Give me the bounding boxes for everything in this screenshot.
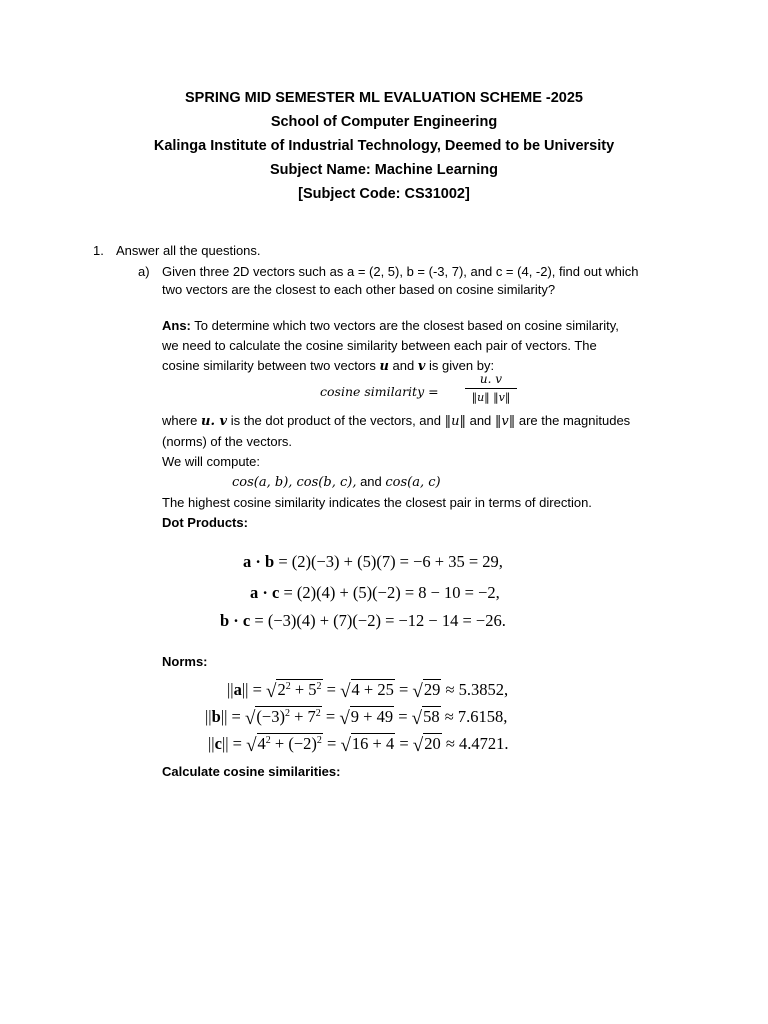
school-name: School of Computer Engineering (270, 114, 498, 130)
subject-code: [Subject Code: CS31002] (298, 186, 470, 202)
formula-fraction (465, 372, 517, 405)
formula-numerator: u. v (479, 372, 503, 386)
highest-line: The highest cosine similarity indicates the closest pair in terms of direction. (162, 495, 592, 510)
norm-c-equation: $||c|| = √4^2 + (-2)^2 = √16 + 4 = √20 \approx 4.4721$. (208, 734, 509, 756)
question-instruction: Answer all the questions. (116, 243, 261, 258)
dot-ab-equation: a · b = (2)(−3) + (5)(7) = −6 + 35 = 29, (243, 552, 503, 571)
ans-label: Ans: (162, 318, 191, 333)
cosine-heading: Calculate cosine similarities: (162, 764, 341, 779)
norms-line: (norms) of the vectors. (162, 434, 293, 449)
part-label: a) (138, 264, 150, 279)
answer-line-2: we need to calculate the cosine similarity between each pair of vectors. The (162, 338, 597, 353)
formula-lhs: cosine similarity = (320, 384, 439, 399)
subject-name: Subject Name: Machine Learning (269, 162, 499, 178)
dot-ac-equation: a · c = (2)(4) + (5)(−2) = 8 − 10 = −2, (250, 583, 500, 602)
compute-line: We will compute: (162, 454, 261, 469)
fraction-bar (465, 388, 517, 389)
question-number: 1. (93, 243, 104, 258)
dot-products-heading: Dot Products: (162, 515, 248, 530)
compute-list: cos(a, b), cos(b, c), and cos(a, c) (232, 474, 441, 490)
part-text-line-1: Given three 2D vectors such as a = (2, 5), b = (-3, 7), and c = (4, -2), find out which (162, 264, 639, 279)
part-text-line-2: two vectors are the closest to each other based on cosine similarity? (162, 282, 556, 297)
norms-heading: Norms: (162, 654, 208, 669)
formula-denominator: ‖u‖ ‖v‖ (471, 391, 511, 404)
norm-b-equation: $||b|| = √(-3)^2 + 7^2 = √9 + 49 = √58 \approx 7.6158$, (205, 707, 508, 729)
exam-title: SPRING MID SEMESTER ML EVALUATION SCHEME -2025 (185, 90, 583, 106)
answer-line-1: Ans: To determine which two vectors are the closest based on cosine similarity, (162, 318, 619, 333)
norm-a-equation: $||a|| = √2^2 + 5^2 = √4 + 25 = √29 \approx 5.3852$, (227, 680, 509, 702)
where-line: where u. v is the dot product of the vectors, and ‖u‖ and ‖v‖ are the magnitudes (162, 413, 631, 429)
institute-name: Kalinga Institute of Industrial Technology, Deemed to be University (153, 138, 615, 154)
dot-bc-equation: b · c = (−3)(4) + (7)(−2) = −12 − 14 = −26. (220, 611, 506, 630)
answer-line-3: cosine similarity between two vectors u and v is given by: (162, 358, 495, 374)
